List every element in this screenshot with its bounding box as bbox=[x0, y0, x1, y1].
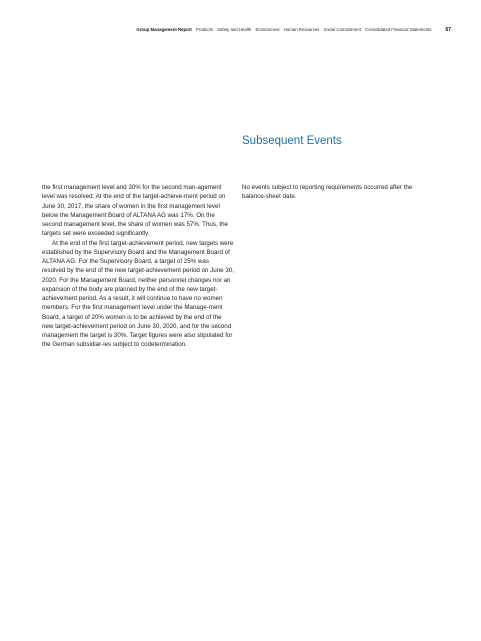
left-text-column bbox=[42, 183, 234, 350]
running-header bbox=[90, 27, 451, 33]
header-nav-safety-and-health[interactable]: Safety and Health bbox=[217, 27, 252, 32]
header-nav-consolidated-financial-statements[interactable]: Consolidated Financial Statements bbox=[365, 27, 432, 32]
page-number: 67 bbox=[445, 27, 451, 33]
right-text-column bbox=[242, 183, 434, 202]
section-heading-subsequent-events: Subsequent Events bbox=[242, 135, 342, 147]
header-nav-human-resources[interactable]: Human Resources bbox=[283, 27, 320, 32]
left-paragraph-1: the first management level and 30% for the second man-agement level was resolved. At the end of the target-achieve-ment period on June 30, 2017, the share of women in the first management level below the Management Board of ALTANA AG was 17%. On the second management level, the share of women was 57%. Thus, the targets set were exceeded significantly. bbox=[42, 184, 228, 238]
right-paragraph-1: No events subject to reporting requirements occurred after the balance-sheet date. bbox=[242, 184, 413, 201]
left-paragraph-2: At the end of the first target-achievement period, new targets were established by the Supervisory Board and the Management Board of ALTANA AG. For the Supervisory Board, a target of 25% was resolved by the end of the new target-achievement period on June 30, 2020. For the Management Board, neither personnel changes nor an expansion of the body are planned by the end of the new target-achievement period. As a result, it will continue to have no women members. For the first management level under the Manage-ment Board, a target of 20% women is to be achieved by the end of the new target-achievement period on June 30, 2020, and for the second management the target is 30%. Target figures were also stipulated for the German subsidiar-ies subject to codetermination. bbox=[42, 239, 234, 349]
header-nav-group-management-report[interactable]: Group Management Report bbox=[136, 27, 192, 32]
header-nav-environment[interactable]: Environment bbox=[255, 27, 280, 32]
header-nav bbox=[90, 27, 431, 32]
header-nav-products[interactable]: Products bbox=[195, 27, 213, 32]
header-nav-social-commitment[interactable]: Social Commitment bbox=[323, 27, 361, 32]
